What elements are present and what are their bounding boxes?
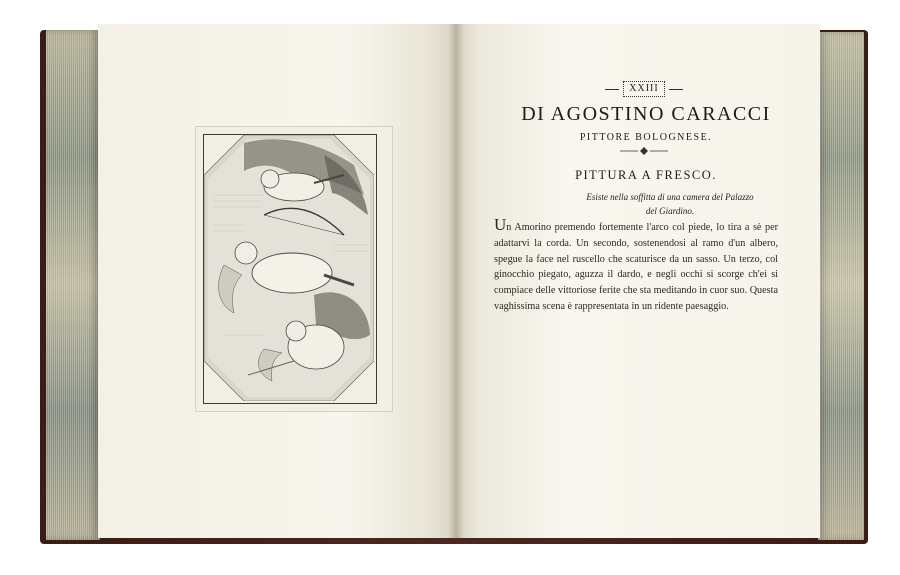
description-text: n Amorino premendo fortemente l'arco col piede, lo tira a sè per adattarvi la corda. Un secondo, sostenendosi al ramo d'un albero, spegue la face nel ruscello che scaturisce da un sasso. Un terzo, col ginocchio piegato, aguzza il dardo, e negli occhi si scorge ch'ei si compiace delle vittoriose ferite che sta meditando in cuor suo. Questa vaghissima scena è rappresentata in un ridente paesaggio. [494, 222, 778, 312]
location-line-2: del Giardino. [645, 206, 695, 216]
right-rule [669, 89, 683, 90]
section-heading: PITTURA A FRESCO. [575, 168, 717, 182]
left-rule [605, 89, 619, 90]
book-gutter [448, 24, 464, 538]
page-subtitle: PITTORE BOLOGNESE. [579, 132, 713, 143]
engraving-cupids-image [204, 135, 374, 401]
ornament-divider-icon [618, 146, 670, 156]
page-title: DI AGOSTINO CARACCI [521, 103, 771, 125]
drop-initial: U [494, 215, 507, 234]
right-page-edges [818, 32, 864, 540]
description-paragraph [494, 215, 778, 315]
location-line-1: Esiste nella soffitta di una camera del Palazzo [586, 192, 754, 202]
location-note [520, 190, 800, 218]
left-page-edges [46, 30, 100, 540]
plate-number-label: XXIII [623, 81, 664, 97]
plate-number [592, 79, 696, 99]
